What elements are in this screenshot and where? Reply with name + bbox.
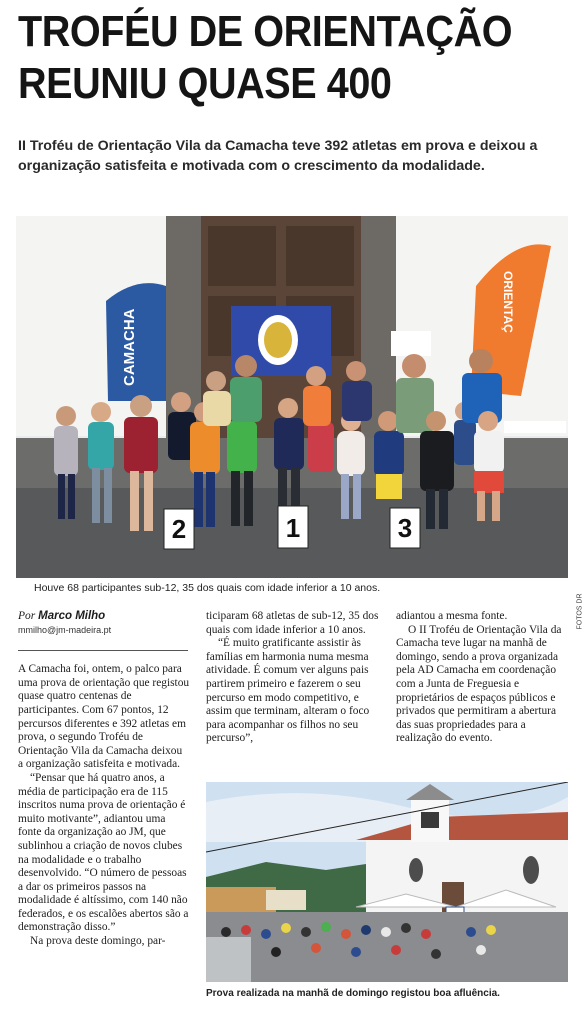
podium-1: 1 (285, 513, 301, 543)
lead-paragraph: II Troféu de Orientação Vila da Camacha teve 392 atletas em prova e deixou a organização satisfeita e motivada com o crescimento da modalidade. (18, 138, 538, 174)
second-photo (206, 782, 568, 982)
byline-prefix: Por (18, 610, 36, 622)
paragraph-2: “Pensar que há quatro anos, a média de participação era de 115 inscritos numa prova de orientação é muito motivante”, adiantou uma fonte da organização ao JM, que sublinhou a criação de novos clubes na modalidade e o trabalho desenvolvido. “O número de pessoas a dar os primeiros passos na modalidade é altíssimo, com 140 não federados, e os escalões abertos são a demonstração disso.” (18, 771, 189, 934)
article-column-1 (18, 610, 190, 949)
podium-3: 3 (397, 513, 413, 543)
paragraph-4: “É muito gratificante assistir às famílias em harmonia numa mesma atividade. É comum ver alguns pais partirem primeiro e fazerem o seu percurso em modo competitivo, e assim que terminam, alteram o foco para acompanhar os filhos no seu percurso”, (206, 637, 370, 745)
main-photo-caption: Houve 68 participantes sub-12, 35 dos quais com idade inferior a 10 anos. (34, 582, 381, 594)
main-photo (16, 216, 568, 578)
church-crowd-illustration (206, 782, 568, 982)
article-column-3 (396, 610, 568, 746)
paragraph-3-end: ticiparam 68 atletas de sub-12, 35 dos quais com idade inferior a 10 anos. (206, 610, 379, 636)
author-name: Marco Milho (38, 610, 106, 622)
paragraph-5: O II Troféu de Orientação Vila da Camacha teve lugar na manhã de domingo, sendo a prova organizada pela AD Camacha em coordenação com a Junta de Freguesia e proprietários de espaços públicos e privados que permitiram a abertura das suas propriedades para a realização do evento. (396, 623, 562, 745)
paragraph-3-start: Na prova deste domingo, par- (30, 935, 166, 948)
photo-credit (568, 593, 584, 630)
headline-line-2: REUNIU QUASE 400 (18, 59, 392, 108)
byline (18, 610, 190, 624)
paragraph-4-end: adiantou a mesma fonte. (396, 610, 508, 622)
paragraph-1: A Camacha foi, ontem, o palco para uma prova de orientação que registou quase quatro centenas de participantes. Com 67 pontos, 12 percursos diferentes e 392 atletas em prova, o segundo Troféu de Orientação Vila da Camacha deixou a organização satisfeita e motivada. (18, 663, 190, 771)
author-email: mmilho@jm-madeira.pt (18, 624, 112, 635)
byline-divider (18, 650, 188, 651)
headline (18, 6, 513, 110)
group-photo-illustration (16, 216, 568, 578)
photo-credit-text: FOTOS DR (576, 593, 584, 630)
banner-right-text: ORIENTAÇ (501, 271, 515, 333)
second-photo-caption: Prova realizada na manhã de domingo registou boa afluência. (206, 988, 500, 999)
podium-2: 2 (171, 514, 187, 544)
banner-left-text: CAMACHA (121, 308, 138, 386)
headline-line-1: TROFÉU DE ORIENTAÇÃO (18, 7, 513, 56)
article-column-2 (206, 610, 382, 746)
